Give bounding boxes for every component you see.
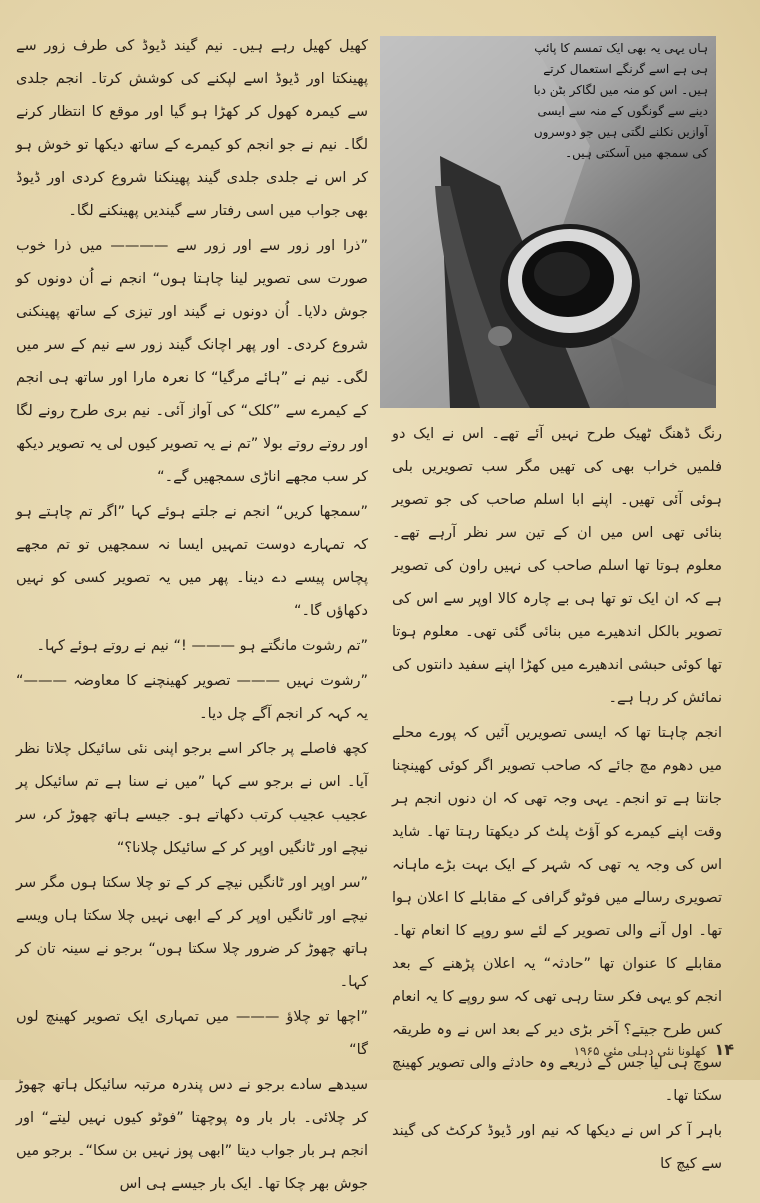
paragraph: ”سر اوپر اور ٹانگیں نیچے کر کے تو چلا سکتا ہوں مگر سر نیچے اور ٹانگیں اوپر کر کے ابھی نہیں چلا سکتا ہاں ویسے ہاتھ چھوڑ کر ضرور چلا سکتا ہوں“ برجو نے سینہ تان کر کہا۔ (16, 875, 368, 990)
magazine-issue: کھلونا نئی دہلی مئی ۱۹۶۵ (573, 1044, 707, 1058)
paragraph: کچھ فاصلے پر جاکر اسے برجو اپنی نئی سائیکل چلاتا نظر آیا۔ اس نے برجو سے کہا ”میں نے سنا ہے تم سائیکل پر عجیب عجیب کرتب دکھاتے ہو۔ جیسے ہاتھ چھوڑ کر، سر نیچے اور ٹانگیں اوپر کر کے سائیکل چلانا؟“ (16, 741, 368, 856)
photo-caption: ہاں یہی یہ بھی ایک تمسم کا پائپ ہی ہے اسے گرنگے استعمال کرتے ہیں۔ اس کو منہ میں لگاکر بٹن دبا دینے سے گونگوں کے منہ سے ایسی آوازیں نکلنے لگتی ہیں جو دوسروں کی سمجھ میں آسکتی ہیں۔ (533, 41, 708, 160)
paragraph: انجم چاہتا تھا کہ ایسی تصویریں آئیں کہ پورے محلے میں دھوم مچ جائے کہ صاحب تصویر اگر کوئی کھینچنا جانتا ہے تو انجم۔ یہی وجہ تھی کہ ان دنوں انجم ہر وقت اپنے کیمرے کو آؤٹ پلٹ کر دیکھتا رہتا تھا۔ شاید اس کی وجہ یہ تھی کہ شہر کے ایک بہت بڑے ماہانہ تصویری رسالے میں فوٹو گرافی کے مقابلے کا اعلان ہوا تھا۔ اول آنے والی تصویر کے لئے سو روپے کا انعام تھا۔ مقابلے کا عنوان تھا ”حادثہ“ یہ اعلان پڑھنے کے بعد انجم کو یہی فکر ستا رہی تھی کہ سو روپے کا یہ انعام کس طرح جیتے؟ آخر بڑی دیر کے بعد اس نے وہ طریقہ سوچ ہی لیا جس کے ذریعے وہ حادثے والی تصویر کھینچ سکتا تھا۔ (392, 725, 722, 1104)
paragraph: رنگ ڈھنگ ٹھیک طرح نہیں آئے تھے۔ اس نے ایک دو فلمیں خراب بھی کی تھیں مگر سب تصویریں بلی ہوئی آئی تھیں۔ اپنے ابا اسلم صاحب کی جو تصویر بنائی تھی اس میں ان کے تین سر نظر آرہے تھے۔ معلوم ہوتا تھا اسلم صاحب کی نہیں راون کی تصویر ہے کہ ان ایک تو تھا ہی بے چارہ کالا اوپر سے اس کی تصویر بالکل اندھیرے میں بنائی گئی تھی۔ معلوم ہوتا تھا کوئی حبشی اندھیرے میں کھڑا اپنے سفید دانتوں کی نمائش کر رہا ہے۔ (392, 426, 722, 706)
page-footer (574, 1040, 734, 1059)
paragraph: ”سمجھا کریں“ انجم نے جلتے ہوئے کہا ”اگر تم چاہتے ہو کہ تمہارے دوست تمہیں ایسا نہ سمجھیں تو تم مجھے پچاس پیسے دے دینا۔ پھر میں یہ تصویر کسی کو نہیں دکھاؤں گا۔“ (16, 504, 368, 619)
paragraph: ”ذرا اور زور سے اور زور سے ———— میں ذرا خوب صورت سی تصویر لینا چاہتا ہوں“ انجم نے اُن دونوں کو جوش دلایا۔ اُن دونوں نے گیند اور تیزی کے ساتھ پھینکنی شروع کردی۔ اور پھر اچانک گیند زور سے نیم کے سر میں لگی۔ نیم نے ”ہائے مرگیا“ کا نعرہ مارا اور ساتھ ہی انجم کے کیمرے سے ”کلک“ کی آواز آئی۔ نیم بری طرح رونے لگا اور روتے روتے بولا ”تم نے یہ تصویر کیوں لی یہ تصویر دیکھ کر سب مجھے اناڑی سمجھیں گے۔“ (16, 238, 368, 485)
paragraph: باہر آ کر اس نے دیکھا کہ نیم اور ڈیوڈ کرکٹ کی گیند سے کیچ کا (392, 1123, 722, 1172)
page-number: ۱۴ (714, 1040, 734, 1059)
left-text-column (16, 30, 368, 1203)
photo-figure (380, 36, 716, 408)
paragraph: سیدھے سادے برجو نے دس پندرہ مرتبہ سائیکل ہاتھ چھوڑ کر چلائی۔ بار بار وہ پوچھتا ”فوٹو کیوں نہیں لیتے“ اور انجم ہر بار جواب دیتا ”ابھی پوز نہیں بن سکا“۔ برجو میں جوش بھر چکا تھا۔ ایک بار جیسے ہی اس (16, 1077, 368, 1192)
paragraph: ”رشوت نہیں ——— تصویر کھینچنے کا معاوضہ ———“ یہ کہہ کر انجم آگے چل دیا۔ (16, 673, 368, 722)
paragraph: ”اچھا تو چلاؤ ——— میں تمہاری ایک تصویر کھینچ لوں گا“ (16, 1009, 368, 1058)
paragraph: ”تم رشوت مانگتے ہو ——— !“ نیم نے روتے ہوئے کہا۔ (36, 638, 368, 654)
paragraph: کھیل کھیل رہے ہیں۔ نیم گیند ڈیوڈ کی طرف زور سے پھینکتا اور ڈیوڈ اسے لپکنے کی کوشش کرتا۔ انجم جلدی سے کیمرہ کھول کر کھڑا ہو گیا اور موقع کا انتظار کرنے لگا۔ نیم نے جو انجم کو کیمرے کے ساتھ دیکھا تو خوش ہو کر اس نے جلدی جلدی گیند پھینکنا شروع کردی اور ڈیوڈ بھی جواب میں اسی رفتار سے گیندیں پھینکنے لگا۔ (16, 38, 368, 219)
right-text-column (392, 418, 722, 1183)
